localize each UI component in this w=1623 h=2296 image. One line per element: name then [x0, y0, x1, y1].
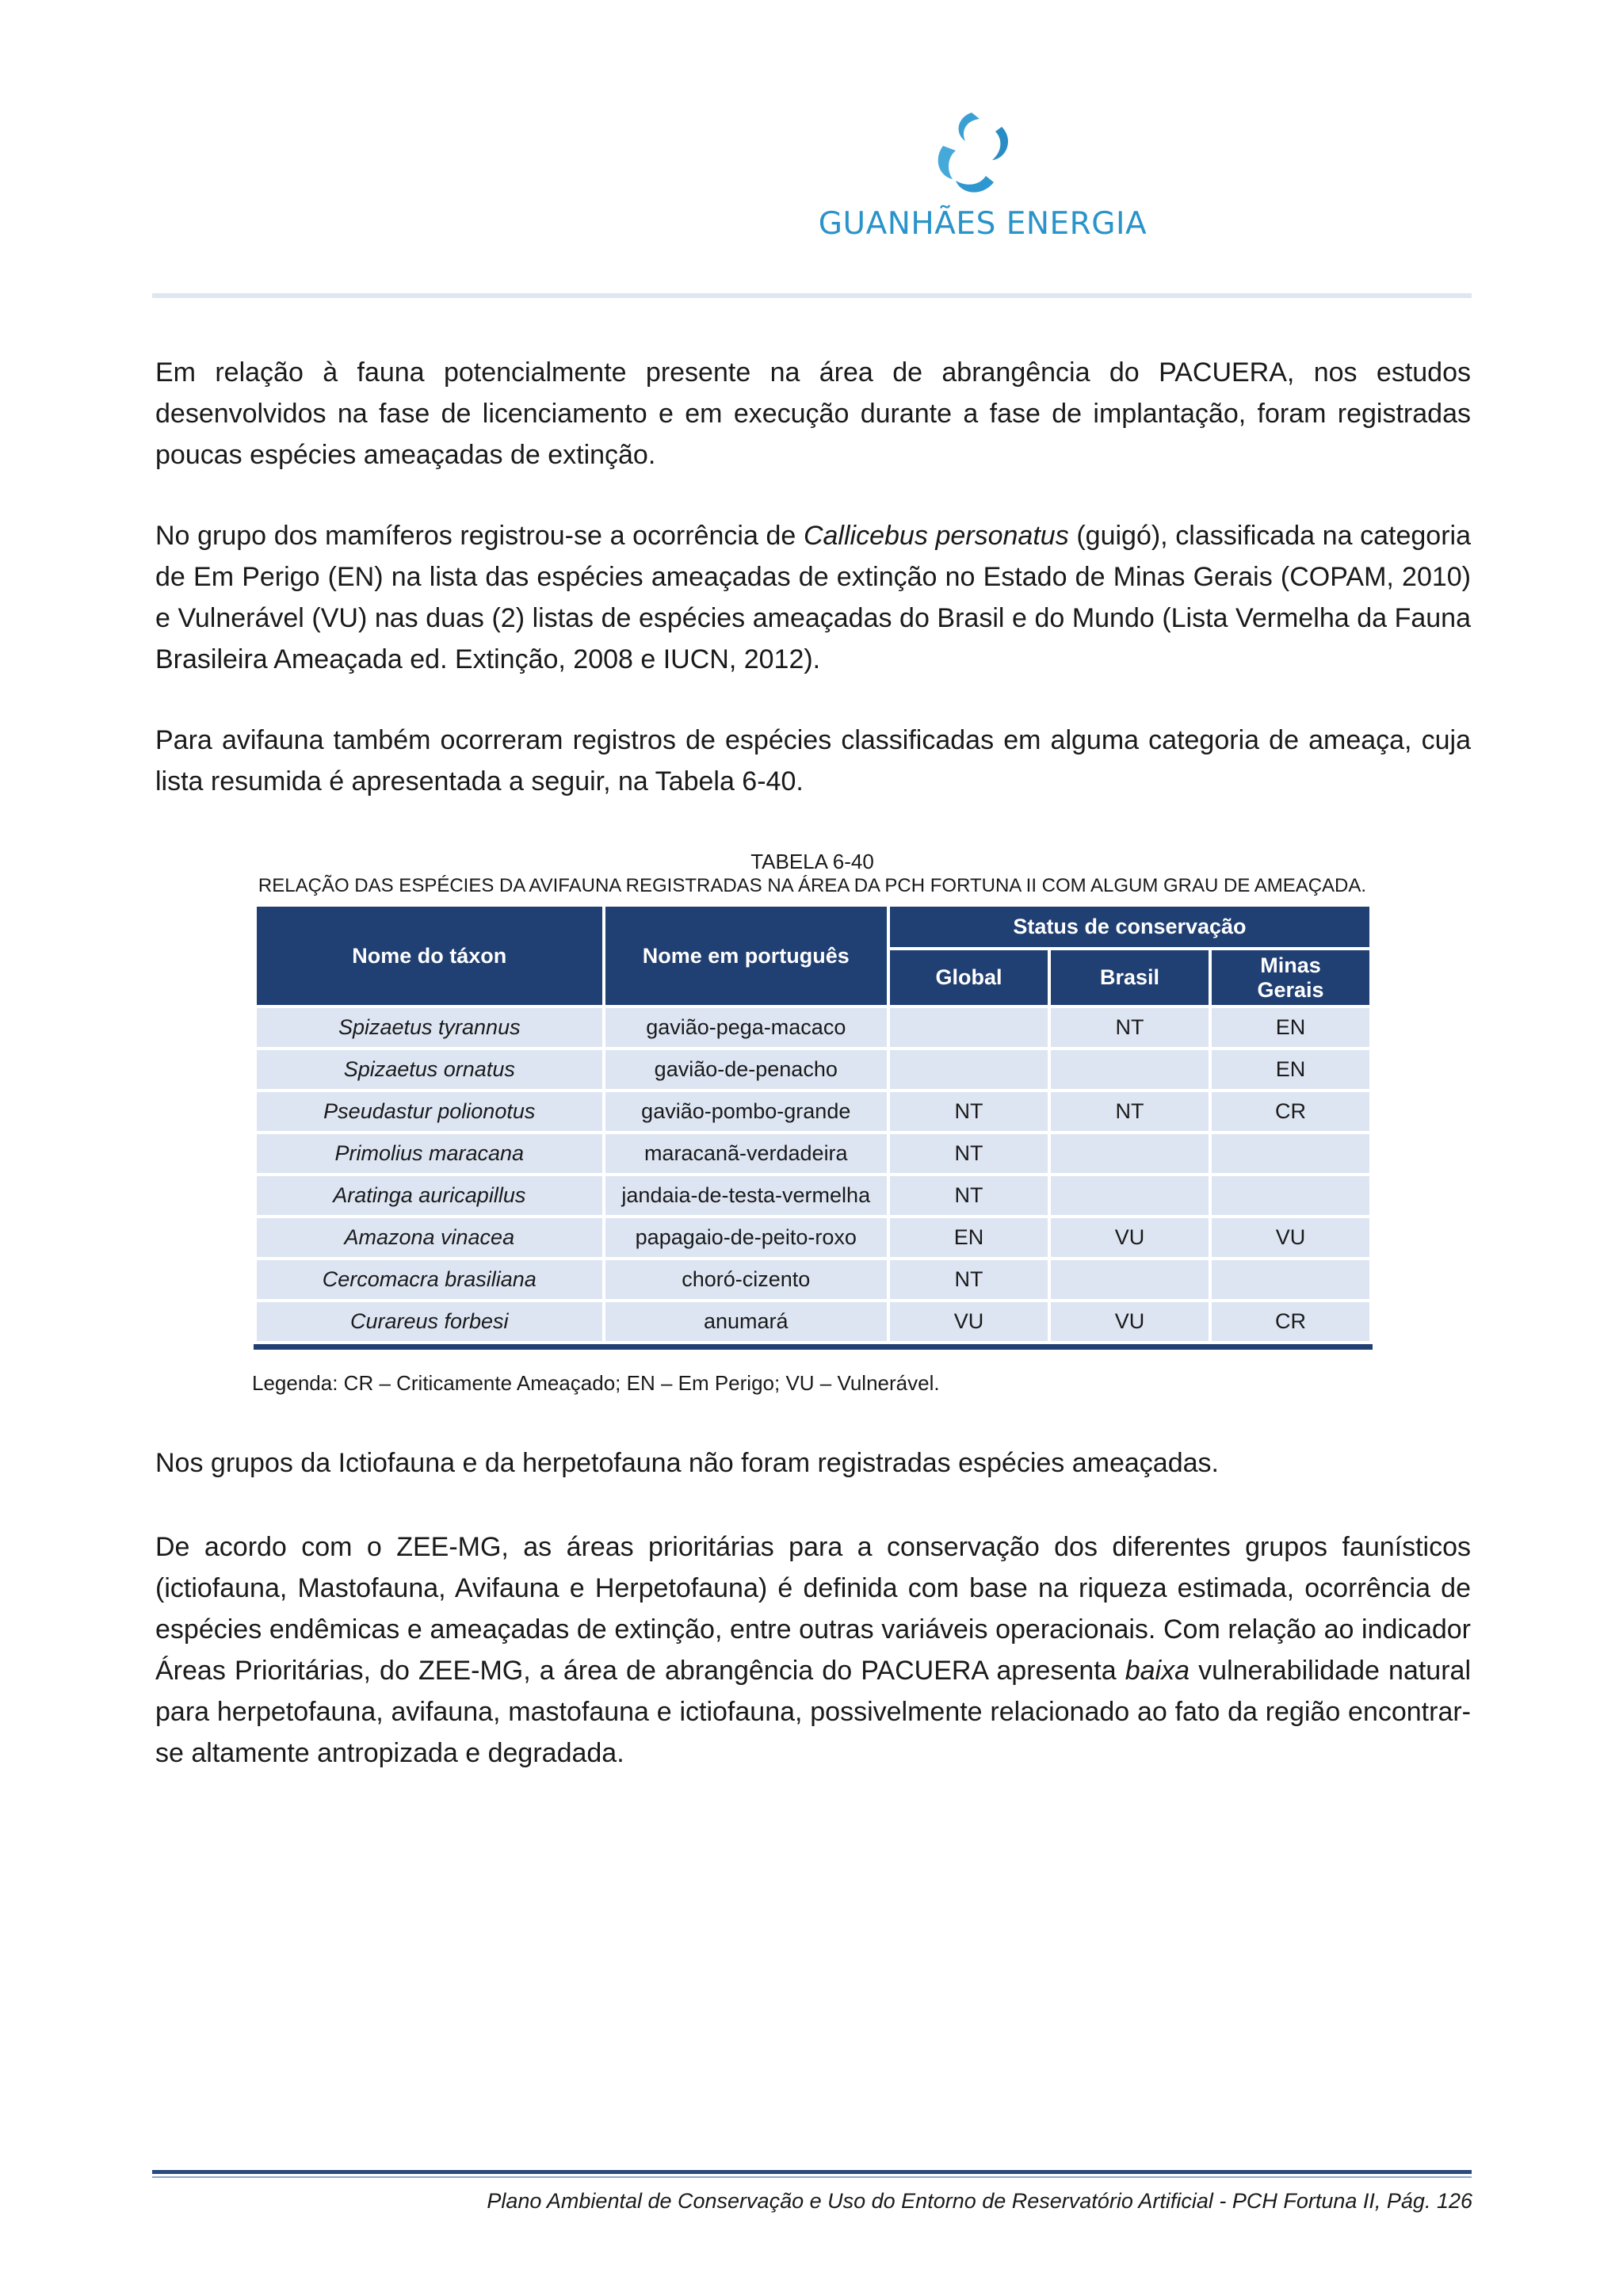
minas-status-cell: VU	[1212, 1218, 1369, 1257]
portuguese-cell: jandaia-de-testa-vermelha	[605, 1176, 887, 1215]
brasil-status-cell: VU	[1051, 1218, 1209, 1257]
table-caption-title: RELAÇÃO DAS ESPÉCIES DA AVIFAUNA REGISTRADAS NA ÁREA DA PCH FORTUNA II COM ALGUM GRAU DE AMEAÇADA.	[258, 875, 1367, 896]
portuguese-cell: anumará	[605, 1302, 887, 1341]
header-minas-line2: Gerais	[1257, 977, 1324, 1002]
taxon-cell: Aratinga auricapillus	[257, 1176, 602, 1215]
paragraph-mammals-text-b: (guigó), classificada na categoria de Em Perigo (EN) na lista das espécies ameaçadas de extinção no Estado de Minas Gerais (COPAM, 2010) e Vulnerável (VU) nas duas (2) listas de espécies ameaçadas do Brasil e do Mundo (Lista Vermelha da Fauna Brasileira Ameaçada ed. Extinção, 2008 e IUCN, 2012).	[155, 521, 1471, 674]
table-row	[257, 1092, 1369, 1131]
minas-status-cell	[1212, 1134, 1369, 1173]
minas-status-cell: EN	[1212, 1008, 1369, 1047]
minas-status-cell	[1212, 1260, 1369, 1299]
global-status-cell: NT	[890, 1176, 1048, 1215]
paragraph-mammals	[155, 515, 1471, 680]
paragraph-zee-text-a: De acordo com o ZEE-MG, as áreas prioritárias para a conservação dos diferentes grupos faunísticos (ictiofauna, Mastofauna, Avifauna e Herpetofauna) é definida com base na riqueza estimada, ocorrência de espécies endêmicas e ameaçadas de extinção, entre outras variáveis operacionais. Com relação ao indicador Áreas Prioritárias, do ZEE-MG, a área de abrangência do PACUERA apresenta	[155, 1532, 1471, 1686]
table-row	[257, 1176, 1369, 1215]
brasil-status-cell	[1051, 1176, 1209, 1215]
portuguese-cell: papagaio-de-peito-roxo	[605, 1218, 887, 1257]
global-status-cell: NT	[890, 1092, 1048, 1131]
header-minas-gerais	[1212, 950, 1369, 1005]
brasil-status-cell	[1051, 1050, 1209, 1089]
table-row	[257, 1134, 1369, 1173]
table-row	[257, 1260, 1369, 1299]
footer-divider-thin	[152, 2176, 1472, 2178]
paragraph-zee-text-b: vulnerabilidade natural para herpetofauna, avifauna, mastofauna e ictiofauna, possivelmente relacionado ao fato da região encontrar-se altamente antropizada e degradada.	[155, 1656, 1471, 1768]
global-status-cell	[890, 1050, 1048, 1089]
minas-status-cell: EN	[1212, 1050, 1369, 1089]
paragraph-fauna-intro: Em relação à fauna potencialmente presente na área de abrangência do PACUERA, nos estudos desenvolvidos na fase de licenciamento e em execução durante a fase de implantação, foram registradas poucas espécies ameaçadas de extinção.	[155, 357, 1471, 470]
footer-divider	[152, 2170, 1472, 2174]
paragraph-mammals-text-a: No grupo dos mamíferos registrou-se a ocorrência de	[155, 521, 804, 551]
table-row	[257, 1050, 1369, 1089]
brasil-status-cell: VU	[1051, 1302, 1209, 1341]
header-portuguese: Nome em português	[605, 907, 887, 1005]
table-row	[257, 1302, 1369, 1341]
header-global: Global	[890, 950, 1048, 1005]
global-status-cell: NT	[890, 1260, 1048, 1299]
global-status-cell: VU	[890, 1302, 1048, 1341]
minas-status-cell: CR	[1212, 1092, 1369, 1131]
header-minas-line1: Minas	[1260, 953, 1321, 977]
taxon-cell: Pseudastur polionotus	[257, 1092, 602, 1131]
global-status-cell	[890, 1008, 1048, 1047]
taxon-cell: Spizaetus tyrannus	[257, 1008, 602, 1047]
header-conservation-status: Status de conservação	[890, 907, 1369, 947]
table-legend: Legenda: CR – Criticamente Ameaçado; EN – Em Perigo; VU – Vulnerável.	[252, 1371, 940, 1395]
threatened-species-table	[254, 904, 1373, 1350]
brasil-status-cell	[1051, 1134, 1209, 1173]
header-taxon: Nome do táxon	[257, 907, 602, 1005]
taxon-cell: Curareus forbesi	[257, 1302, 602, 1341]
table-row	[257, 1218, 1369, 1257]
portuguese-cell: gavião-pega-macaco	[605, 1008, 887, 1047]
emphasis-baixa: baixa	[1125, 1656, 1190, 1686]
swirl-logo-icon	[926, 109, 1037, 204]
minas-status-cell: CR	[1212, 1302, 1369, 1341]
global-status-cell: NT	[890, 1134, 1048, 1173]
company-name: GUANHÃES ENERGIA	[818, 206, 1148, 242]
brasil-status-cell: NT	[1051, 1008, 1209, 1047]
brasil-status-cell	[1051, 1260, 1209, 1299]
brasil-status-cell: NT	[1051, 1092, 1209, 1131]
global-status-cell: EN	[890, 1218, 1048, 1257]
portuguese-cell: gavião-pombo-grande	[605, 1092, 887, 1131]
paragraph-ichthyofauna: Nos grupos da Ictiofauna e da herpetofauna não foram registradas espécies ameaçadas.	[155, 1448, 1219, 1478]
portuguese-cell: choró-cizento	[605, 1260, 887, 1299]
header-divider	[152, 293, 1472, 298]
portuguese-cell: maracanã-verdadeira	[605, 1134, 887, 1173]
portuguese-cell: gavião-de-penacho	[605, 1050, 887, 1089]
taxon-cell: Spizaetus ornatus	[257, 1050, 602, 1089]
table-row	[257, 1008, 1369, 1047]
paragraph-avifauna: Para avifauna também ocorreram registros de espécies classificadas em alguma categoria de ameaça, cuja lista resumida é apresentada a seguir, na Tabela 6-40.	[155, 725, 1471, 797]
taxon-cell: Primolius maracana	[257, 1134, 602, 1173]
species-name-callicebus: Callicebus personatus	[803, 521, 1069, 551]
minas-status-cell	[1212, 1176, 1369, 1215]
taxon-cell: Amazona vinacea	[257, 1218, 602, 1257]
table-caption-number: TABELA 6-40	[750, 850, 874, 873]
footer-document-title: Plano Ambiental de Conservação e Uso do Entorno de Reservatório Artificial - PCH Fortuna II, Pág. 126	[487, 2189, 1472, 2213]
taxon-cell: Cercomacra brasiliana	[257, 1260, 602, 1299]
header-brasil: Brasil	[1051, 950, 1209, 1005]
paragraph-zee-mg	[155, 1526, 1471, 1774]
company-logo	[816, 109, 1149, 244]
